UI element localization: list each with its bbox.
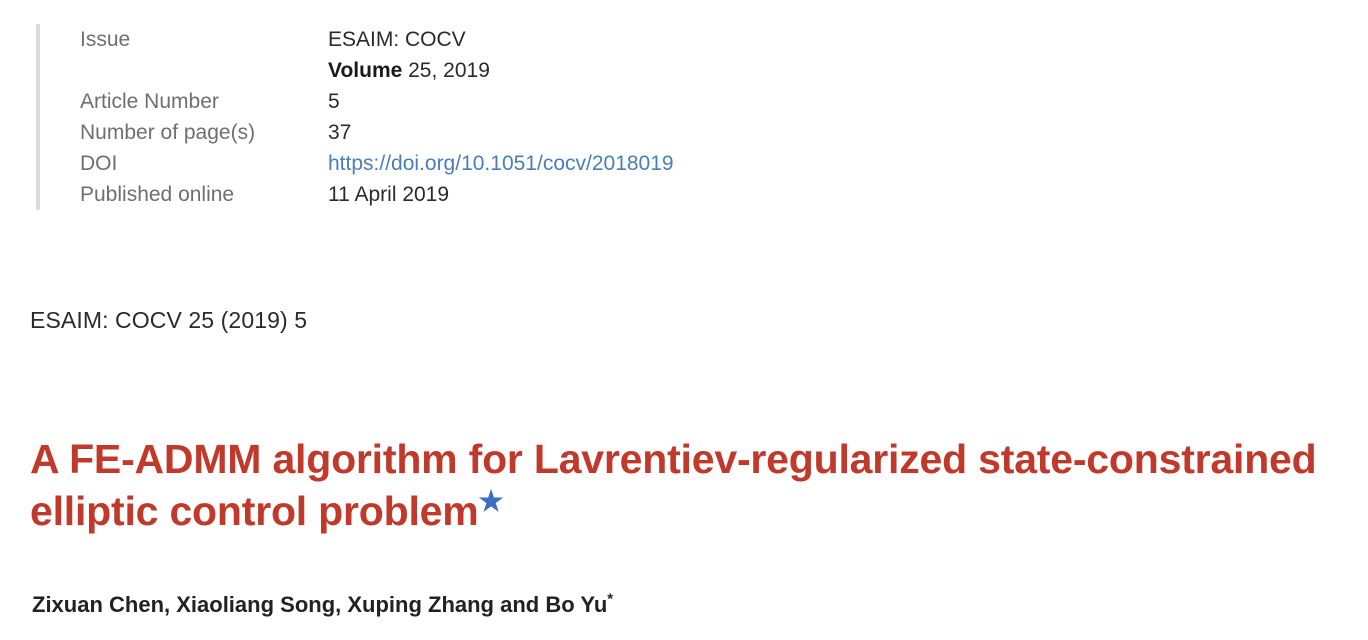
table-row — [80, 148, 674, 179]
metadata-value-doi — [328, 148, 674, 179]
issue-volume-value: 25, 2019 — [402, 59, 490, 82]
author-footnote-marker[interactable]: * — [607, 590, 614, 608]
page-title-text: A FE-ADMM algorithm for Lavrentiev-regularized state-constrained elliptic control problem — [30, 436, 1317, 535]
citation-line: ESAIM: COCV 25 (2019) 5 — [30, 307, 308, 333]
issue-volume-label: Volume — [328, 59, 403, 82]
page-title — [30, 433, 1350, 537]
table-row — [80, 179, 674, 210]
table-row — [80, 86, 674, 117]
issue-volume-line — [328, 55, 674, 86]
metadata-label-published-online: Published online — [80, 183, 235, 206]
metadata-value-issue — [328, 24, 674, 86]
metadata-value-article-number: 5 — [328, 90, 340, 113]
author-list — [32, 592, 613, 618]
doi-link[interactable]: https://doi.org/10.1051/cocv/2018019 — [328, 152, 674, 175]
table-row — [80, 24, 674, 86]
issue-journal-name: ESAIM: COCV — [328, 28, 466, 51]
metadata-label-doi: DOI — [80, 152, 118, 175]
metadata-label-article-number: Article Number — [80, 90, 219, 113]
author-names: Zixuan Chen, Xiaoliang Song, Xuping Zhang and Bo Yu — [32, 592, 608, 617]
article-metadata-block — [36, 24, 674, 210]
metadata-label-issue: Issue — [80, 28, 131, 51]
metadata-table — [80, 24, 674, 210]
metadata-value-number-of-pages: 37 — [328, 121, 352, 144]
metadata-label-number-of-pages: Number of page(s) — [80, 121, 256, 144]
footnote-star-icon[interactable]: ★ — [478, 485, 504, 517]
table-row — [80, 117, 674, 148]
metadata-value-published-online: 11 April 2019 — [328, 183, 450, 206]
